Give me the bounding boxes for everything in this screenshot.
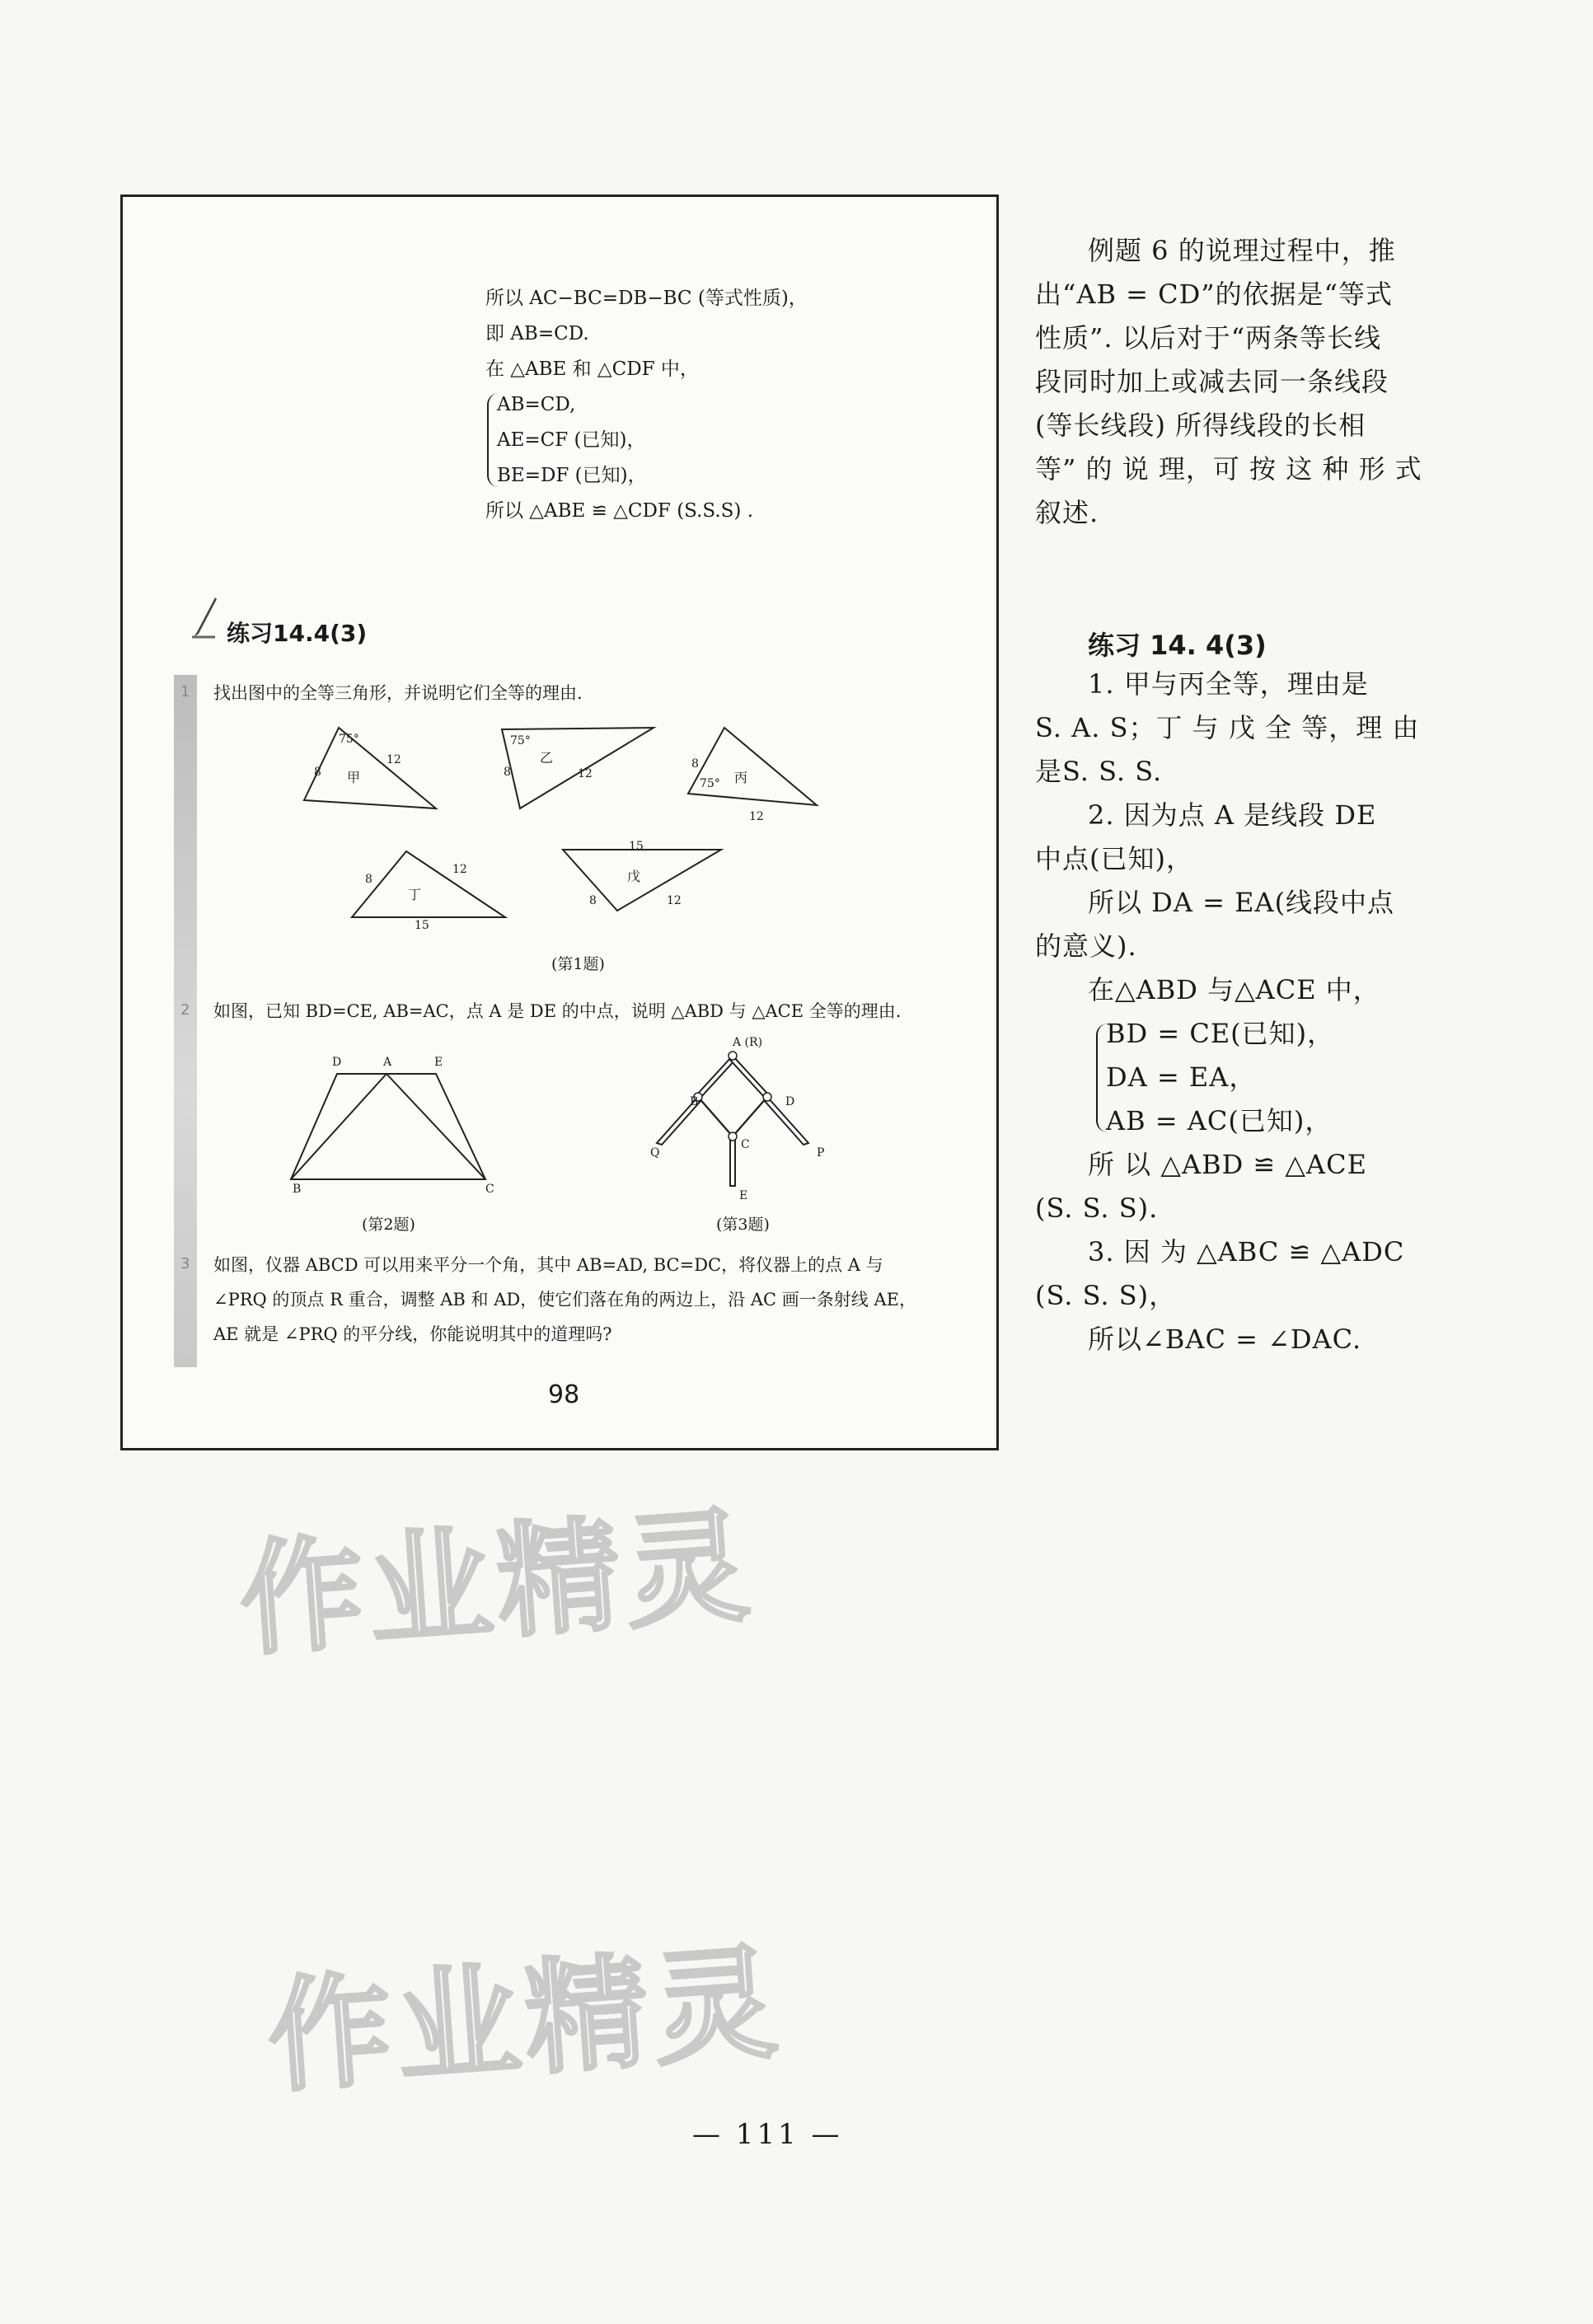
question-3-line: ∠PRQ 的顶点 R 重合，调整 AB 和 AD，使它们落在角的两边上，沿 AC 画一条射线 AE，: [213, 1290, 916, 1310]
point-label: C: [485, 1183, 494, 1196]
triangle-bing: [685, 724, 850, 815]
answer-block: [1035, 663, 1419, 1361]
proof-block: [485, 281, 808, 529]
proof-line: AB=CD,: [497, 394, 576, 415]
answer-line: S. A. S；丁 与 戊 全 等，理 由: [1035, 712, 1420, 743]
question-number: 1: [180, 683, 190, 700]
point-label: A: [383, 1056, 392, 1069]
textbook-page: [120, 194, 999, 1450]
point-label: B: [690, 1095, 699, 1108]
point-label: B: [293, 1183, 302, 1196]
point-label: D: [332, 1056, 342, 1069]
question-number: 2: [180, 1001, 190, 1019]
watermark: 作业精灵: [235, 1494, 759, 1674]
answer-line: DA = EA，: [1106, 1061, 1257, 1093]
point-label: Q: [650, 1146, 660, 1160]
side-label: 12: [578, 767, 593, 780]
triangle-name: 丙: [734, 770, 748, 785]
watermark: 作业精灵: [263, 1931, 787, 2111]
figure-caption: (第2题): [362, 1216, 415, 1234]
point-label: E: [434, 1056, 443, 1069]
side-label: 15: [415, 919, 429, 932]
answer-line: 是S. S. S.: [1035, 756, 1163, 787]
side-label: 12: [387, 753, 401, 766]
point-label: E: [739, 1189, 748, 1202]
figure-3-instrument: [650, 1047, 815, 1212]
triangle-name: 戊: [627, 869, 641, 884]
pencil-icon: [190, 596, 218, 639]
note-line: 等” 的 说 理，可 按 这 种 形 式: [1035, 453, 1422, 485]
exercise-title: 练习14.4(3): [227, 620, 368, 647]
note-line: 性质”. 以后对于“两条等长线: [1035, 322, 1382, 354]
proof-line: 所以 AC−BC=DB−BC (等式性质)，: [485, 288, 808, 309]
angle-label: 75°: [339, 733, 359, 746]
answer-title: 练习 14. 4(3): [1088, 630, 1267, 661]
proof-brace: [487, 393, 499, 487]
explanation-note: [1035, 229, 1422, 535]
answer-line: 所以 DA = EA(线段中点: [1088, 887, 1395, 918]
answer-line: 1. 甲与丙全等，理由是: [1088, 668, 1369, 700]
point-label: A (R): [733, 1036, 763, 1049]
side-label: 12: [667, 894, 682, 907]
proof-line: BE=DF (已知)，: [497, 465, 647, 486]
side-label: 8: [589, 894, 597, 907]
answer-line: 的意义).: [1035, 930, 1137, 962]
answer-line: (S. S. S)，: [1035, 1280, 1177, 1311]
figure-caption: (第3题): [716, 1216, 770, 1234]
triangle-name: 丁: [408, 887, 422, 902]
side-label: 12: [452, 863, 467, 876]
proof-line: AE=CF (已知)，: [497, 429, 646, 451]
proof-line: 在 △ABE 和 △CDF 中，: [485, 358, 699, 380]
triangle-name: 甲: [347, 770, 361, 785]
answer-line: BD = CE(已知)，: [1106, 1018, 1335, 1049]
question-3-line: 如图，仪器 ABCD 可以用来平分一个角，其中 AB=AD, BC=DC，将仪器上的点 A 与: [213, 1255, 883, 1275]
book-page-number: 98: [548, 1380, 580, 1409]
triangle-ding: [349, 848, 513, 922]
answer-line: 2. 因为点 A 是线段 DE: [1088, 799, 1377, 831]
side-label: 8: [691, 757, 699, 771]
answer-line: 所以∠BAC = ∠DAC.: [1088, 1324, 1362, 1355]
footer-page-number: — 111 —: [692, 2118, 843, 2151]
answer-brace: [1096, 1024, 1108, 1132]
question-3-line: AE 就是 ∠PRQ 的平分线，你能说明其中的道理吗?: [213, 1324, 612, 1344]
answer-line: 在△ABD 与△ACE 中，: [1088, 974, 1380, 1005]
answer-line: 3. 因 为 △ABC ≌ △ADC: [1088, 1236, 1405, 1267]
answer-line: 中点(已知)，: [1035, 843, 1193, 874]
answer-line: (S. S. S).: [1035, 1192, 1159, 1224]
note-line: 例题 6 的说理过程中，推: [1088, 235, 1396, 266]
side-label: 8: [365, 873, 372, 886]
triangle-name: 乙: [540, 750, 554, 766]
point-label: C: [741, 1138, 750, 1151]
triangle-wu: [560, 845, 724, 919]
note-line: 段同时加上或减去同一条线段: [1035, 366, 1389, 397]
note-line: 出“AB = CD”的依据是“等式: [1035, 279, 1394, 310]
side-label: 8: [504, 766, 511, 779]
side-label: 12: [749, 810, 764, 823]
point-label: D: [785, 1095, 795, 1108]
question-1-text: 找出图中的全等三角形，并说明它们全等的理由.: [213, 683, 583, 703]
question-2-text: 如图，已知 BD=CE, AB=AC，点 A 是 DE 的中点，说明 △ABD 与 △ACE 全等的理由.: [213, 1001, 902, 1021]
triangle-jia: [301, 724, 449, 815]
figure-2-trapezoid: [288, 1066, 502, 1197]
proof-line: 即 AB=CD.: [485, 323, 589, 344]
proof-line: 所以 △ABE ≌ △CDF (S.S.S) .: [485, 500, 754, 522]
answer-line: 所 以 △ABD ≌ △ACE: [1088, 1149, 1367, 1180]
question-number: 3: [180, 1255, 190, 1272]
side-label: 8: [314, 766, 321, 779]
angle-label: 75°: [700, 777, 720, 790]
figure-caption: (第1题): [551, 955, 605, 973]
side-label: 15: [629, 840, 644, 853]
point-label: P: [817, 1146, 825, 1160]
answer-line: AB = AC(已知)，: [1106, 1105, 1333, 1136]
note-line: (等长线段) 所得线段的长相: [1035, 410, 1366, 441]
angle-label: 75°: [510, 734, 531, 747]
note-line: 叙述.: [1035, 497, 1099, 528]
